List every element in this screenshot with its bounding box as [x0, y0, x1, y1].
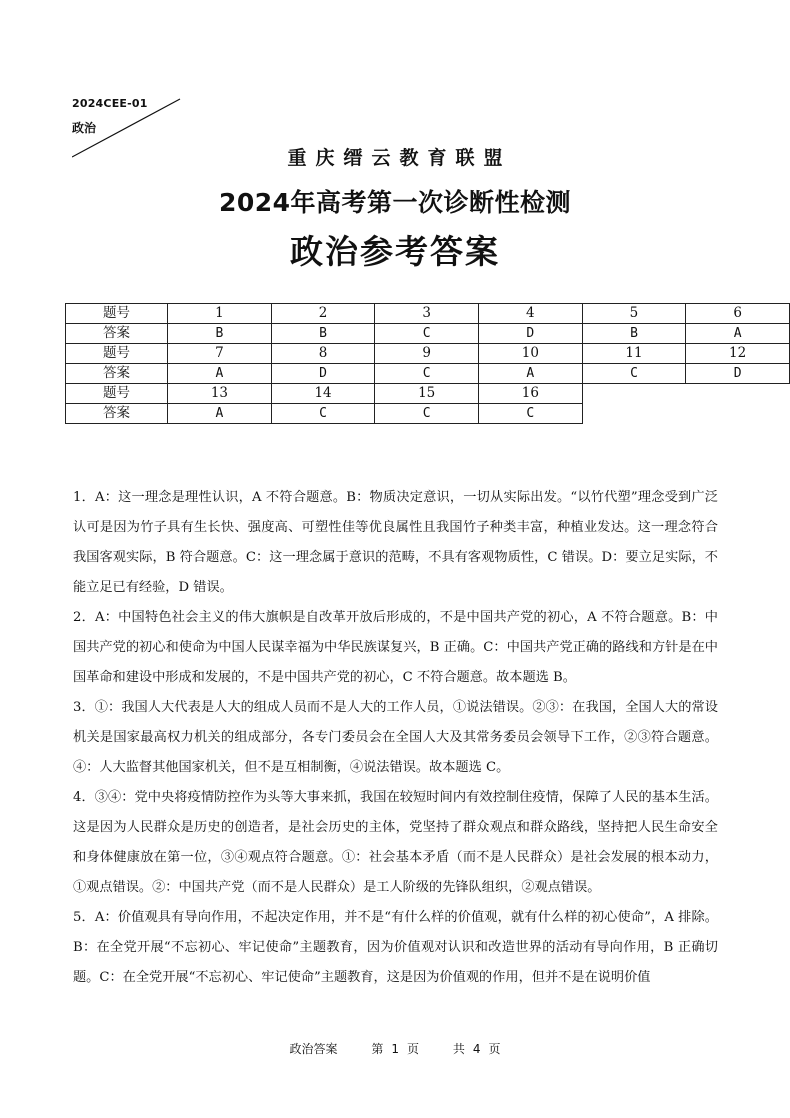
answer-cell: B — [271, 324, 375, 344]
question-number-cell: 9 — [375, 344, 479, 364]
corner-subject: 政治 — [72, 121, 97, 135]
answer-cell: C — [375, 404, 479, 424]
footer-total-suffix: 页 — [488, 1042, 501, 1056]
answer-cell: D — [479, 324, 583, 344]
exam-title: 2024年高考第一次诊断性检测 — [218, 188, 572, 217]
explanation-item: 5．A：价值观具有导向作用，不起决定作用，并不是“有什么样的价值观，就有什么样的初心使命”，A 排除。B：在全党开展“不忘初心、牢记使命”主题教育，因为价值观对认识和改造世界的活动有导向作用，B 正确切题。C：在全党开展“不忘初心、牢记使命”主题教育，这是因为价值观的作用，但并不是在说明价值 — [73, 910, 718, 985]
footer-label: 政治答案 — [289, 1042, 338, 1056]
empty-cell — [582, 404, 686, 424]
question-number-cell: 2 — [271, 304, 375, 324]
explanation-item: 3．①：我国人大代表是人大的组成人员而不是人大的工作人员，①说法错误。②③：在我国，全国人大的常设机关是国家最高权力机关的组成部分，各专门委员会在全国人大及其常务委员会领导下工作，②③符合题意。④：人大监督其他国家机关，但不是互相制衡，④说法错误。故本题选 C。 — [73, 700, 718, 775]
page-footer — [0, 1040, 790, 1057]
empty-cell — [686, 384, 790, 404]
answer-table — [65, 303, 790, 424]
question-row-label: 题号 — [66, 344, 168, 364]
question-number-cell: 8 — [271, 344, 375, 364]
question-number-cell: 5 — [582, 304, 686, 324]
answer-cell: A — [686, 324, 790, 344]
answer-cell: A — [479, 364, 583, 384]
question-number-cell: 12 — [686, 344, 790, 364]
explanation-item: 2．A：中国特色社会主义的伟大旗帜是自改革开放后形成的，不是中国共产党的初心，A 不符合题意。B：中国共产党的初心和使命为中国人民谋幸福为中华民族谋复兴，B 正确。C：中国共产党正确的路线和方针是在中国革命和建设中形成和发展的，不是中国共产党的初心，C 不符合题意。故本题选 B。 — [73, 610, 718, 685]
answer-row — [66, 324, 790, 344]
question-number-cell: 1 — [168, 304, 272, 324]
footer-page-number: 1 — [391, 1042, 399, 1056]
union-name: 重庆缙云教育联盟 — [287, 147, 512, 169]
question-number-cell: 6 — [686, 304, 790, 324]
answer-cell: B — [582, 324, 686, 344]
question-row — [66, 344, 790, 364]
answer-cell: C — [582, 364, 686, 384]
page-title: 政治参考答案 — [290, 232, 500, 271]
answer-cell: C — [479, 404, 583, 424]
question-number-cell: 3 — [375, 304, 479, 324]
empty-cell — [582, 384, 686, 404]
answer-cell: C — [375, 324, 479, 344]
footer-page-suffix: 页 — [406, 1042, 419, 1056]
answer-row — [66, 404, 790, 424]
question-row — [66, 384, 790, 404]
question-row-label: 题号 — [66, 304, 168, 324]
answer-row-label: 答案 — [66, 324, 168, 344]
answer-cell: D — [686, 364, 790, 384]
explanation-item: 4．③④：党中央将疫情防控作为头等大事来抓，我国在较短时间内有效控制住疫情，保障了人民的基本生活。这是因为人民群众是历史的创造者，是社会历史的主体，党坚持了群众观点和群众路线，坚持把人民生命安全和身体健康放在第一位，③④观点符合题意。①：社会基本矛盾（而不是人民群众）是社会发展的根本动力，①观点错误。②：中国共产党（而不是人民群众）是工人阶级的先锋队组织，②观点错误。 — [73, 790, 718, 895]
answer-row — [66, 364, 790, 384]
answer-row-label: 答案 — [66, 404, 168, 424]
empty-cell — [686, 404, 790, 424]
explanation-item: 1．A：这一理念是理性认识，A 不符合题意。B：物质决定意识，一切从实际出发。“以竹代塑”理念受到广泛认可是因为竹子具有生长快、强度高、可塑性佳等优良属性且我国竹子种类丰富，种植业发达。这一理念符合我国客观实际，B 符合题意。C：这一理念属于意识的范畴，不具有客观物质性，C 错误。D：要立足实际，不能立足已有经验，D 错误。 — [73, 490, 718, 595]
answer-cell: C — [375, 364, 479, 384]
question-row — [66, 304, 790, 324]
question-number-cell: 10 — [479, 344, 583, 364]
answer-cell: A — [168, 364, 272, 384]
question-number-cell: 14 — [271, 384, 375, 404]
footer-total-number: 4 — [472, 1042, 481, 1056]
answer-cell: C — [271, 404, 375, 424]
question-number-cell: 4 — [479, 304, 583, 324]
answer-cell: B — [168, 324, 272, 344]
exam-code: 2024CEE-01 — [72, 97, 148, 110]
answer-cell: A — [168, 404, 272, 424]
answer-cell: D — [271, 364, 375, 384]
question-row-label: 题号 — [66, 384, 168, 404]
question-number-cell: 15 — [375, 384, 479, 404]
footer-total-prefix: 共 — [452, 1042, 465, 1056]
explanations — [73, 483, 718, 993]
answer-row-label: 答案 — [66, 364, 168, 384]
question-number-cell: 7 — [168, 344, 272, 364]
footer-page-prefix: 第 — [371, 1042, 384, 1056]
question-number-cell: 16 — [479, 384, 583, 404]
question-number-cell: 13 — [168, 384, 272, 404]
question-number-cell: 11 — [582, 344, 686, 364]
